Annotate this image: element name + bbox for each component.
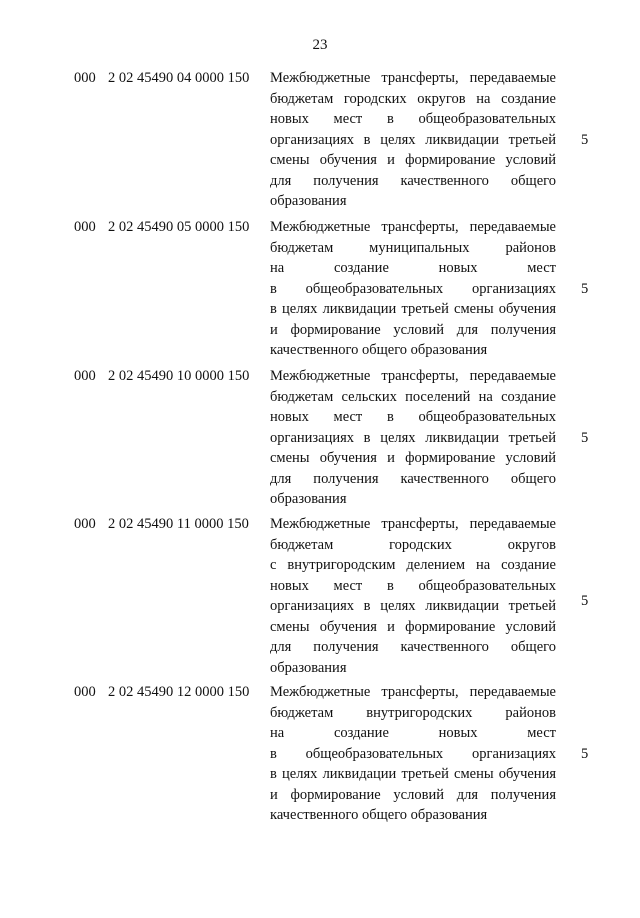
description-line: и формирование условий для получения [270,321,556,338]
admin-code: 000 [74,516,96,532]
income-description [270,682,556,826]
description-line: бюджетам городских округов на создание [270,90,556,107]
budget-classification-code: 2 02 45490 10 0000 150 [108,368,250,384]
page-number: 23 [312,37,328,53]
description-line: на создание новых мест [270,725,556,741]
budget-classification-code: 2 02 45490 05 0000 150 [108,219,250,235]
description-line: для получения качественного общего [270,470,556,487]
budget-classification-code: 2 02 45490 11 0000 150 [108,516,249,532]
income-description [270,366,556,510]
description-line: организациях в целях ликвидации третьей [270,598,556,614]
description-line: для получения качественного общего [270,639,556,655]
description-line: бюджетам внутригородских районов [270,704,556,721]
description-line: образования [270,491,347,507]
description-line: бюджетам городских округов [270,536,556,553]
description-line: для получения качественного общего [270,172,556,189]
description-line: качественного общего образования [270,342,488,358]
description-line: организациях в целях ликвидации третьей [270,131,556,148]
admin-code: 000 [74,684,96,700]
description-line: бюджетам сельских поселений на создание [270,388,556,405]
description-line: в целях ликвидации третьей смены обучения [270,301,556,317]
description-line: в общеобразовательных организациях [270,280,556,297]
amount-value: 5 [581,593,589,609]
description-line: организациях в целях ликвидации третьей [270,429,556,446]
description-line: смены обучения и формирование условий [270,450,556,466]
description-line: в целях ликвидации третьей смены обучения [270,766,556,782]
budget-classification-code: 2 02 45490 12 0000 150 [108,684,250,700]
description-line: качественного общего образования [270,807,488,823]
description-line: Межбюджетные трансферты, передаваемые [270,368,556,384]
admin-code: 000 [74,70,96,86]
amount-value: 5 [581,430,589,446]
budget-classification-code: 2 02 45490 04 0000 150 [108,70,250,86]
description-line: в общеобразовательных организациях [270,745,556,762]
description-line: новых мест в общеобразовательных [270,111,556,127]
description-line: на создание новых мест [270,260,556,276]
description-line: Межбюджетные трансферты, передаваемые [270,70,556,86]
description-line: образования [270,659,347,676]
description-line: смены обучения и формирование условий [270,618,556,635]
description-line: образования [270,193,347,209]
income-description [270,68,556,212]
income-description [270,514,556,678]
description-line: Межбюджетные трансферты, передаваемые [270,684,556,700]
description-line: и формирование условий для получения [270,786,556,803]
admin-code: 000 [74,219,96,235]
description-line: новых мест в общеобразовательных [270,409,556,425]
admin-code: 000 [74,368,96,384]
amount-value: 5 [581,281,589,297]
income-description [270,217,556,361]
description-line: смены обучения и формирование условий [270,152,556,168]
amount-value: 5 [581,132,589,148]
description-line: новых мест в общеобразовательных [270,577,556,594]
description-line: Межбюджетные трансферты, передаваемые [270,516,556,532]
description-line: с внутригородским делением на создание [270,557,556,573]
description-line: Межбюджетные трансферты, передаваемые [270,219,556,235]
amount-value: 5 [581,746,589,762]
description-line: бюджетам муниципальных районов [270,239,556,256]
